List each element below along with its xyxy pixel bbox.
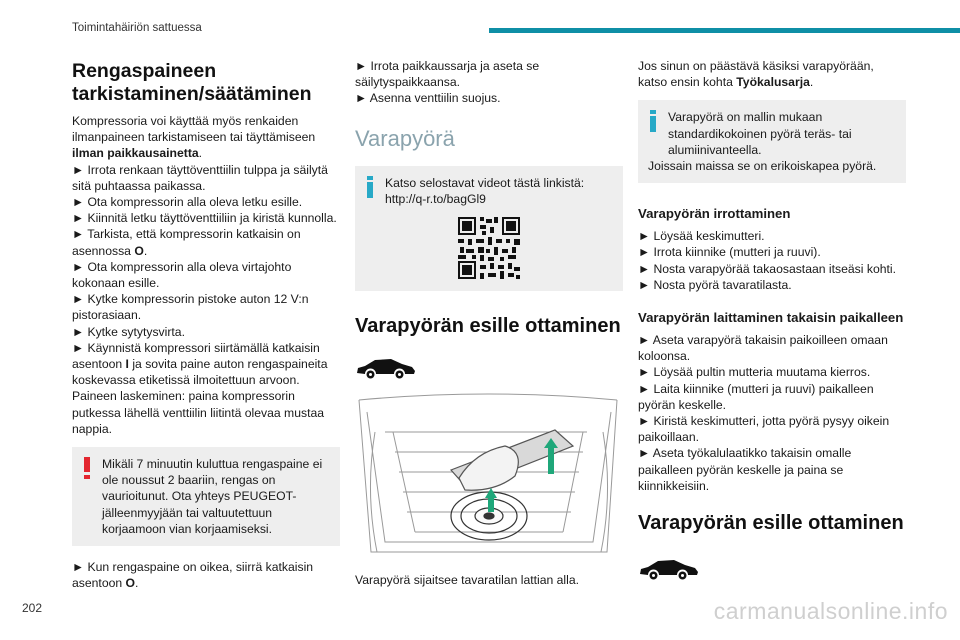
warning-note — [72, 447, 340, 546]
step-plug-in: ► Kytke kompressorin pistoke auton 12 V:n pistorasiaan. — [72, 292, 309, 323]
section-title-spare-wheel: Varapyörä — [355, 125, 455, 151]
remove-step-1: ► Löysää keskimutteri. — [638, 229, 765, 244]
refit-step-1: ► Aseta varapyörä takaisin paikoilleen omaan koloonsa. — [638, 333, 888, 364]
refit-step-2: ► Löysää pultin mutteria muutama kierros. — [638, 365, 871, 380]
final-step-text: ► Kun rengaspaine on oikea, siirrä katkaisin asentoon — [72, 560, 314, 591]
column-middle — [355, 58, 623, 588]
warning-icon — [84, 457, 90, 479]
final-step-end: . — [135, 576, 139, 591]
refit-step-5: ► Aseta työkalulaatikko takaisin omalle paikalleen pyörän keskelle ja paina se kiinnikkeisiin. — [638, 446, 852, 493]
intro-end: . — [198, 146, 203, 161]
step-store-kit: ► Irrota paikkaussarja ja aseta se säilytyspaikkaansa. — [355, 59, 540, 90]
column-right — [638, 58, 906, 581]
remove-step-2: ► Irrota kiinnike (mutteri ja ruuvi). — [638, 245, 821, 260]
heading-spare-wheel-access-2: Varapyörän esille ottaminen — [638, 512, 904, 535]
info-note-video — [355, 166, 623, 291]
refit-step-3: ► Laita kiinnike (mutteri ja ruuvi) paikalleen pyörän keskelle. — [638, 381, 874, 412]
step-valve-cover: ► Asenna venttiilin suojus. — [355, 91, 501, 106]
step-switch-off-pos: O — [134, 243, 144, 258]
running-header: Toimintahäiriön sattuessa — [72, 22, 202, 34]
step-hose: ► Ota kompressorin alla oleva letku esille. — [72, 195, 303, 210]
step-start-compressor — [72, 340, 340, 389]
deflate-paragraph: Paineen laskeminen: paina kompressorin putkessa lähellä venttiilin liitintä olevaa mustaa nappia. — [72, 389, 325, 436]
remove-step-4: ► Nosta pyörä tavaratilasta. — [638, 277, 792, 292]
step-valve-cap: ► Irrota renkaan täyttöventtiilin tulppa ja säilytä sitä puhtaassa paikassa. — [72, 162, 328, 193]
info-wheel-type-extra: Joissain maissa se on erikoiskapea pyörä. — [648, 159, 877, 174]
intro-toolkit — [638, 58, 906, 90]
info-icon — [367, 176, 373, 198]
step-switch-off — [72, 226, 340, 258]
remove-step-3: ► Nosta varapyörää takaosastaan itseäsi kohti. — [638, 261, 896, 276]
section-title-tyre-pressure: Rengaspaineen tarkistaminen/säätäminen — [72, 60, 312, 105]
refit-step-4: ► Kiristä keskimutteri, jotta pyörä pysyy oikein paikoillaan. — [638, 414, 890, 445]
car-silhouette-icon — [355, 356, 417, 380]
step-attach-hose: ► Kiinnitä letku täyttöventtiiliin ja kiristä kunnolla. — [72, 211, 337, 226]
info-note-wheel-type — [638, 100, 906, 183]
illustration-caption: Varapyörä sijaitsee tavaratilan lattian alla. — [355, 573, 580, 588]
car-silhouette-icon — [638, 557, 700, 581]
info-wheel-type-text: Varapyörä on mallin mukaan standardikokoinen pyörä teräs- tai alumiinivanteella. — [668, 110, 852, 157]
intro-paragraph — [72, 113, 340, 162]
column-left — [72, 58, 340, 591]
warning-text: Mikäli 7 minuutin kuluttua rengaspaine ei ole noussut 2 baariin, rengas on vaurioitunut. Ota yhteys PEUGEOT-jälleenmyyjään tai valtuutettuun korjaamoon vian korjaamiseksi. — [102, 457, 323, 536]
qr-code — [456, 215, 522, 281]
final-step-pos: O — [125, 576, 136, 591]
intro-bold: ilman paikkausainetta — [72, 146, 199, 161]
header-accent-bar — [489, 28, 960, 33]
intro-toolkit-end: . — [809, 75, 814, 90]
page-number: 202 — [22, 601, 43, 615]
step-start-text: ► Käynnistä kompressori siirtämällä katkaisin asentoon — [72, 340, 320, 372]
heading-refit-spare: Varapyörän laittaminen takaisin paikalleen — [638, 310, 904, 326]
heading-spare-wheel-access: Varapyörän esille ottaminen — [355, 315, 621, 338]
watermark: carmanualsonline.info — [713, 598, 948, 624]
step-ignition: ► Kytke sytytysvirta. — [72, 324, 185, 339]
final-step — [72, 559, 340, 591]
info-video-text: Katso selostavat videot tästä linkistä: http://q-r.to/bagGl9 — [385, 175, 585, 206]
step-switch-off-text: ► Tarkista, että kompressorin katkaisin on asennossa — [72, 227, 301, 258]
heading-remove-spare: Varapyörän irrottaminen — [638, 206, 791, 222]
intro-toolkit-bold: Työkalusarja — [736, 75, 810, 90]
step-switch-off-end: . — [143, 243, 148, 258]
step-start-pos: I — [125, 357, 129, 372]
trunk-spare-wheel-illustration — [355, 392, 623, 562]
step-power-cable: ► Ota kompressorin alla oleva virtajohto kokonaan esille. — [72, 259, 292, 291]
step-start-end: ja sovita paine auton rengaspaineita koskevassa etiketissä ilmoitettuun arvoon. — [72, 357, 328, 388]
info-icon — [650, 110, 656, 132]
intro-text: Kompressoria voi käyttää myös renkaiden ilmanpaineen tarkistamiseen tai täyttämiseen — [72, 114, 316, 145]
intro-toolkit-text: Jos sinun on päästävä käsiksi varapyörään, katso ensin kohta — [638, 59, 874, 90]
